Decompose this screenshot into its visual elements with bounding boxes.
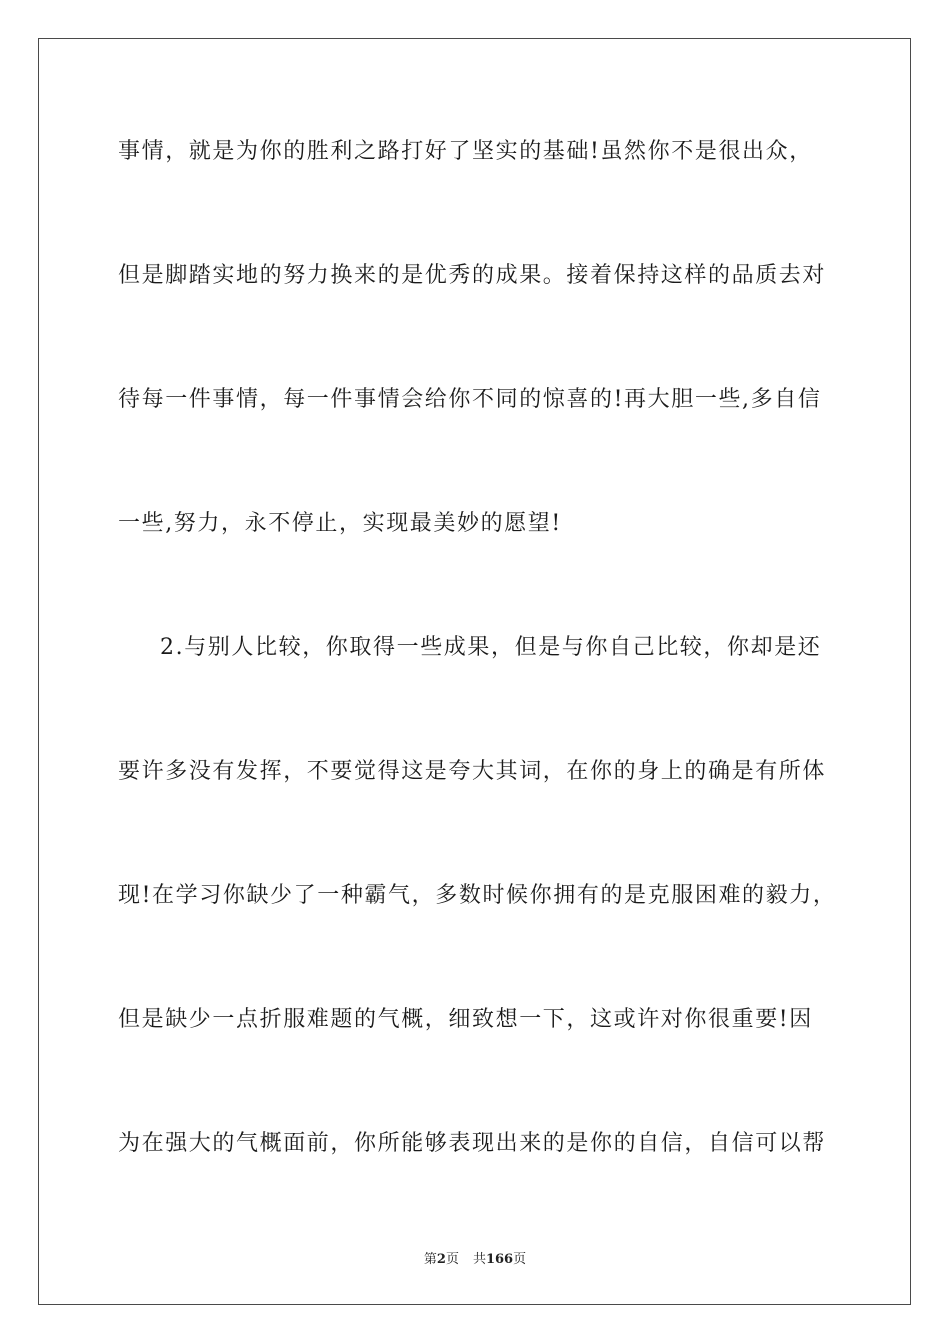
body-line-2: 但是脚踏实地的努力换来的是优秀的成果。接着保持这样的品质去对	[118, 263, 827, 288]
page-footer	[0, 1248, 950, 1267]
body-line-4: 一些,努力，永不停止，实现最美妙的愿望!	[118, 511, 562, 536]
total-prefix: 共	[472, 1252, 486, 1267]
body-line-7: 现!在学习你缺少了一种霸气，多数时候你拥有的是克服困难的毅力，	[118, 883, 837, 908]
body-line-5: 2.与别人比较，你取得一些成果，但是与你自己比较，你却是还	[160, 635, 822, 660]
page-border	[38, 38, 911, 1305]
total-suffix: 页	[513, 1252, 527, 1267]
body-line-9: 为在强大的气概面前，你所能够表现出来的是你的自信，自信可以帮	[118, 1131, 827, 1156]
body-line-3: 待每一件事情，每一件事情会给你不同的惊喜的!再大胆一些,多自信	[118, 387, 822, 412]
total-pages: 166	[485, 1252, 514, 1267]
body-line-8: 但是缺少一点折服难题的气概，细致想一下，这或许对你很重要!因	[118, 1007, 813, 1032]
page-suffix: 页	[445, 1252, 459, 1267]
body-line-1: 事情，就是为你的胜利之路打好了坚实的基础!虽然你不是很出众，	[118, 139, 813, 164]
page-prefix: 第	[423, 1252, 437, 1267]
body-line-6: 要许多没有发挥，不要觉得这是夸大其词，在你的身上的确是有所体	[118, 759, 827, 784]
page-number: 2	[436, 1252, 446, 1267]
